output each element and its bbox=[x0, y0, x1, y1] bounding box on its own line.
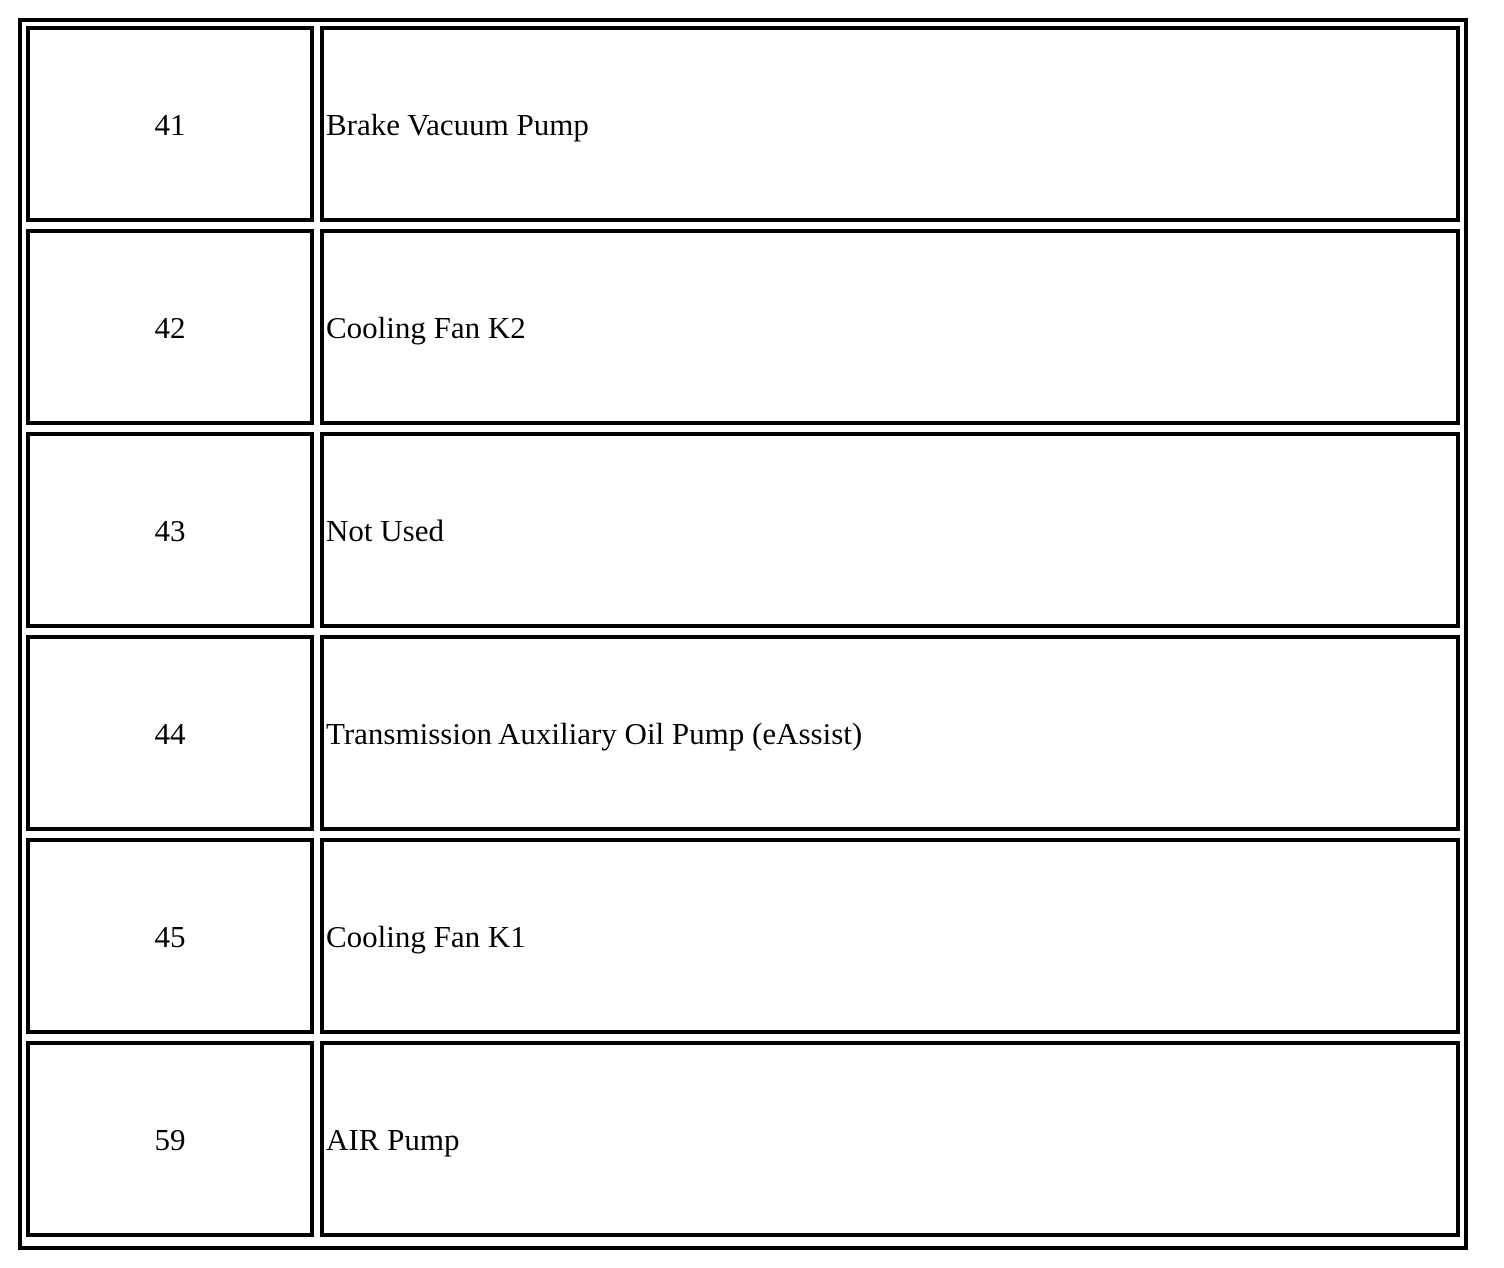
number-cell bbox=[26, 229, 314, 425]
table-row bbox=[26, 26, 1460, 222]
description-cell bbox=[320, 229, 1460, 425]
row-number: 43 bbox=[154, 512, 186, 548]
table-row bbox=[26, 838, 1460, 1034]
number-cell bbox=[26, 635, 314, 831]
row-number: 41 bbox=[154, 106, 186, 142]
description-cell bbox=[320, 26, 1460, 222]
description-cell bbox=[320, 432, 1460, 628]
table-row bbox=[26, 432, 1460, 628]
description-cell bbox=[320, 838, 1460, 1034]
row-description: Cooling Fan K2 bbox=[326, 309, 526, 345]
description-cell bbox=[320, 635, 1460, 831]
row-description: Brake Vacuum Pump bbox=[326, 106, 589, 142]
row-description: Transmission Auxiliary Oil Pump (eAssist) bbox=[326, 715, 863, 751]
number-cell bbox=[26, 26, 314, 222]
row-number: 44 bbox=[154, 715, 186, 751]
table-row bbox=[26, 1041, 1460, 1237]
row-description: AIR Pump bbox=[326, 1121, 460, 1157]
description-cell bbox=[320, 1041, 1460, 1237]
table-row bbox=[26, 229, 1460, 425]
row-number: 45 bbox=[154, 918, 186, 954]
number-cell bbox=[26, 432, 314, 628]
row-number: 42 bbox=[154, 309, 186, 345]
fuse-table bbox=[18, 18, 1468, 1250]
number-cell bbox=[26, 838, 314, 1034]
table-row bbox=[26, 635, 1460, 831]
row-number: 59 bbox=[154, 1121, 186, 1157]
number-cell bbox=[26, 1041, 314, 1237]
row-description: Not Used bbox=[326, 512, 444, 548]
row-description: Cooling Fan K1 bbox=[326, 918, 526, 954]
